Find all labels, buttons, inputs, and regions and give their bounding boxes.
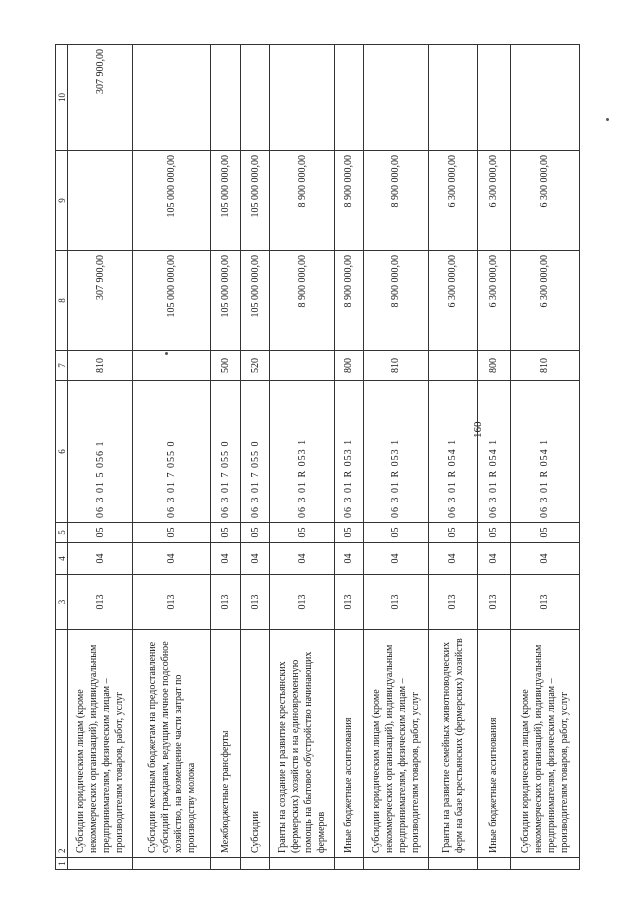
row-marker-cell <box>428 858 477 870</box>
amount-col9-cell: 8 900 000,00 <box>363 151 428 251</box>
amount-col9-cell: 105 000 000,00 <box>133 151 211 251</box>
row-marker-cell <box>241 858 270 870</box>
amount-col9-cell: 8 900 000,00 <box>335 151 364 251</box>
section-code-cell: 04 <box>241 543 270 575</box>
subsection-code-cell: 05 <box>510 523 579 543</box>
table-row <box>269 45 334 870</box>
target-item-code-cell: 06 3 01 R 054 1 <box>477 381 510 523</box>
section-code-cell: 04 <box>477 543 510 575</box>
table-row <box>68 45 133 870</box>
ministry-code-cell: 013 <box>477 575 510 630</box>
column-number-header: 1 <box>56 858 68 870</box>
page-number: 160 <box>472 421 484 438</box>
item-name-cell: Иные бюджетные ассигнования <box>335 630 364 858</box>
target-item-code-cell: 06 3 01 R 053 1 <box>363 381 428 523</box>
table-row <box>241 45 270 870</box>
expense-type-code-cell: 810 <box>363 351 428 381</box>
scan-speck <box>606 118 609 121</box>
scan-speck <box>165 352 168 355</box>
item-name-cell: Субсидии юридическим лицам (кроме некоммерческих организаций), индивидуальным предпринимателям, физическим лицам – производителям товаров, работ, услуг <box>510 630 579 858</box>
target-item-code-cell: 06 3 01 R 054 1 <box>428 381 477 523</box>
subsection-code-cell: 05 <box>241 523 270 543</box>
amount-total-cell: 105 000 000,00 <box>210 251 241 351</box>
section-code-cell: 04 <box>68 543 133 575</box>
row-marker-cell <box>68 858 133 870</box>
target-item-code-cell: 06 3 01 7 055 0 <box>241 381 270 523</box>
subsection-code-cell: 05 <box>335 523 364 543</box>
amount-col10-cell <box>363 45 428 151</box>
amount-total-cell: 8 900 000,00 <box>269 251 334 351</box>
ministry-code-cell: 013 <box>210 575 241 630</box>
item-name-cell: Межбюджетные трансферты <box>210 630 241 858</box>
amount-col10-cell <box>335 45 364 151</box>
subsection-code-cell: 05 <box>428 523 477 543</box>
ministry-code-cell: 013 <box>133 575 211 630</box>
subsection-code-cell: 05 <box>269 523 334 543</box>
table-row <box>210 45 241 870</box>
table-row <box>133 45 211 870</box>
section-code-cell: 04 <box>133 543 211 575</box>
ministry-code-cell: 013 <box>335 575 364 630</box>
item-name-cell: Субсидии <box>241 630 270 858</box>
subsection-code-cell: 05 <box>210 523 241 543</box>
row-marker-cell <box>477 858 510 870</box>
expense-type-code-cell: 800 <box>477 351 510 381</box>
target-item-code-cell: 06 3 01 5 056 1 <box>68 381 133 523</box>
column-number-header: 3 <box>56 575 68 630</box>
expense-type-code-cell: 810 <box>510 351 579 381</box>
column-number-header: 5 <box>56 523 68 543</box>
section-code-cell: 04 <box>210 543 241 575</box>
section-code-cell: 04 <box>269 543 334 575</box>
table-row <box>510 45 579 870</box>
expense-type-code-cell: 800 <box>335 351 364 381</box>
subsection-code-cell: 05 <box>133 523 211 543</box>
ministry-code-cell: 013 <box>269 575 334 630</box>
ministry-code-cell: 013 <box>428 575 477 630</box>
amount-col10-cell <box>477 45 510 151</box>
item-name-cell: Иные бюджетные ассигнования <box>477 630 510 858</box>
table-row <box>363 45 428 870</box>
expense-type-code-cell <box>269 351 334 381</box>
section-code-cell: 04 <box>363 543 428 575</box>
section-code-cell: 04 <box>335 543 364 575</box>
budget-table <box>55 44 580 870</box>
ministry-code-cell: 013 <box>510 575 579 630</box>
ministry-code-cell: 013 <box>363 575 428 630</box>
column-number-header: 9 <box>56 151 68 251</box>
amount-total-cell: 8 900 000,00 <box>335 251 364 351</box>
amount-total-cell: 6 300 000,00 <box>428 251 477 351</box>
amount-col10-cell <box>510 45 579 151</box>
amount-col10-cell <box>428 45 477 151</box>
amount-col9-cell: 105 000 000,00 <box>241 151 270 251</box>
amount-col9-cell: 6 300 000,00 <box>510 151 579 251</box>
amount-col10-cell <box>269 45 334 151</box>
row-marker-cell <box>335 858 364 870</box>
table-row <box>335 45 364 870</box>
table-row <box>428 45 477 870</box>
row-marker-cell <box>363 858 428 870</box>
amount-col9-cell <box>68 151 133 251</box>
subsection-code-cell: 05 <box>477 523 510 543</box>
column-number-header: 8 <box>56 251 68 351</box>
column-number-header: 10 <box>56 45 68 151</box>
subsection-code-cell: 05 <box>68 523 133 543</box>
section-code-cell: 04 <box>428 543 477 575</box>
row-marker-cell <box>510 858 579 870</box>
column-number-row <box>56 45 68 870</box>
target-item-code-cell: 06 3 01 7 055 0 <box>133 381 211 523</box>
amount-col10-cell <box>241 45 270 151</box>
amount-total-cell: 6 300 000,00 <box>510 251 579 351</box>
amount-col9-cell: 6 300 000,00 <box>428 151 477 251</box>
target-item-code-cell: 06 3 01 7 055 0 <box>210 381 241 523</box>
amount-col9-cell: 6 300 000,00 <box>477 151 510 251</box>
amount-col9-cell: 8 900 000,00 <box>269 151 334 251</box>
amount-total-cell: 105 000 000,00 <box>241 251 270 351</box>
item-name-cell: Субсидии юридическим лицам (кроме некоммерческих организаций), индивидуальным предпринимателям, физическим лицам – производителям товаров, работ, услуг <box>363 630 428 858</box>
item-name-cell: Субсидии местным бюджетам на предоставление субсидий гражданам, ведущим личное подсобное хозяйство, на возмещение части затрат по производству молока <box>133 630 211 858</box>
column-number-header: 6 <box>56 381 68 523</box>
item-name-cell: Гранты на развитие семейных животноводческих ферм на базе крестьянских (фермерских) хозяйств <box>428 630 477 858</box>
ministry-code-cell: 013 <box>241 575 270 630</box>
table-body <box>68 45 580 870</box>
budget-table-container <box>55 45 580 870</box>
section-code-cell: 04 <box>510 543 579 575</box>
amount-col10-cell <box>133 45 211 151</box>
amount-col9-cell: 105 000 000,00 <box>210 151 241 251</box>
table-row <box>477 45 510 870</box>
expense-type-code-cell <box>428 351 477 381</box>
amount-col10-cell <box>210 45 241 151</box>
expense-type-code-cell: 520 <box>241 351 270 381</box>
amount-total-cell: 6 300 000,00 <box>477 251 510 351</box>
amount-total-cell: 105 000 000,00 <box>133 251 211 351</box>
expense-type-code-cell <box>133 351 211 381</box>
expense-type-code-cell: 500 <box>210 351 241 381</box>
ministry-code-cell: 013 <box>68 575 133 630</box>
item-name-cell: Субсидии юридическим лицам (кроме некоммерческих организаций), индивидуальным предпринимателям, физическим лицам – производителям товаров, работ, услуг <box>68 630 133 858</box>
target-item-code-cell: 06 3 01 R 054 1 <box>510 381 579 523</box>
subsection-code-cell: 05 <box>363 523 428 543</box>
expense-type-code-cell: 810 <box>68 351 133 381</box>
column-number-header: 2 <box>56 630 68 858</box>
amount-total-cell: 307 900,00 <box>68 251 133 351</box>
row-marker-cell <box>133 858 211 870</box>
column-number-header: 4 <box>56 543 68 575</box>
row-marker-cell <box>269 858 334 870</box>
target-item-code-cell: 06 3 01 R 053 1 <box>335 381 364 523</box>
column-number-header: 7 <box>56 351 68 381</box>
amount-col10-cell: 307 900,00 <box>68 45 133 151</box>
amount-total-cell: 8 900 000,00 <box>363 251 428 351</box>
item-name-cell: Гранты на создание и развитие крестьянских (фермерских) хозяйств и на единовременную помощь на бытовое обустройство начинающих фермеров <box>269 630 334 858</box>
target-item-code-cell: 06 3 01 R 053 1 <box>269 381 334 523</box>
row-marker-cell <box>210 858 241 870</box>
